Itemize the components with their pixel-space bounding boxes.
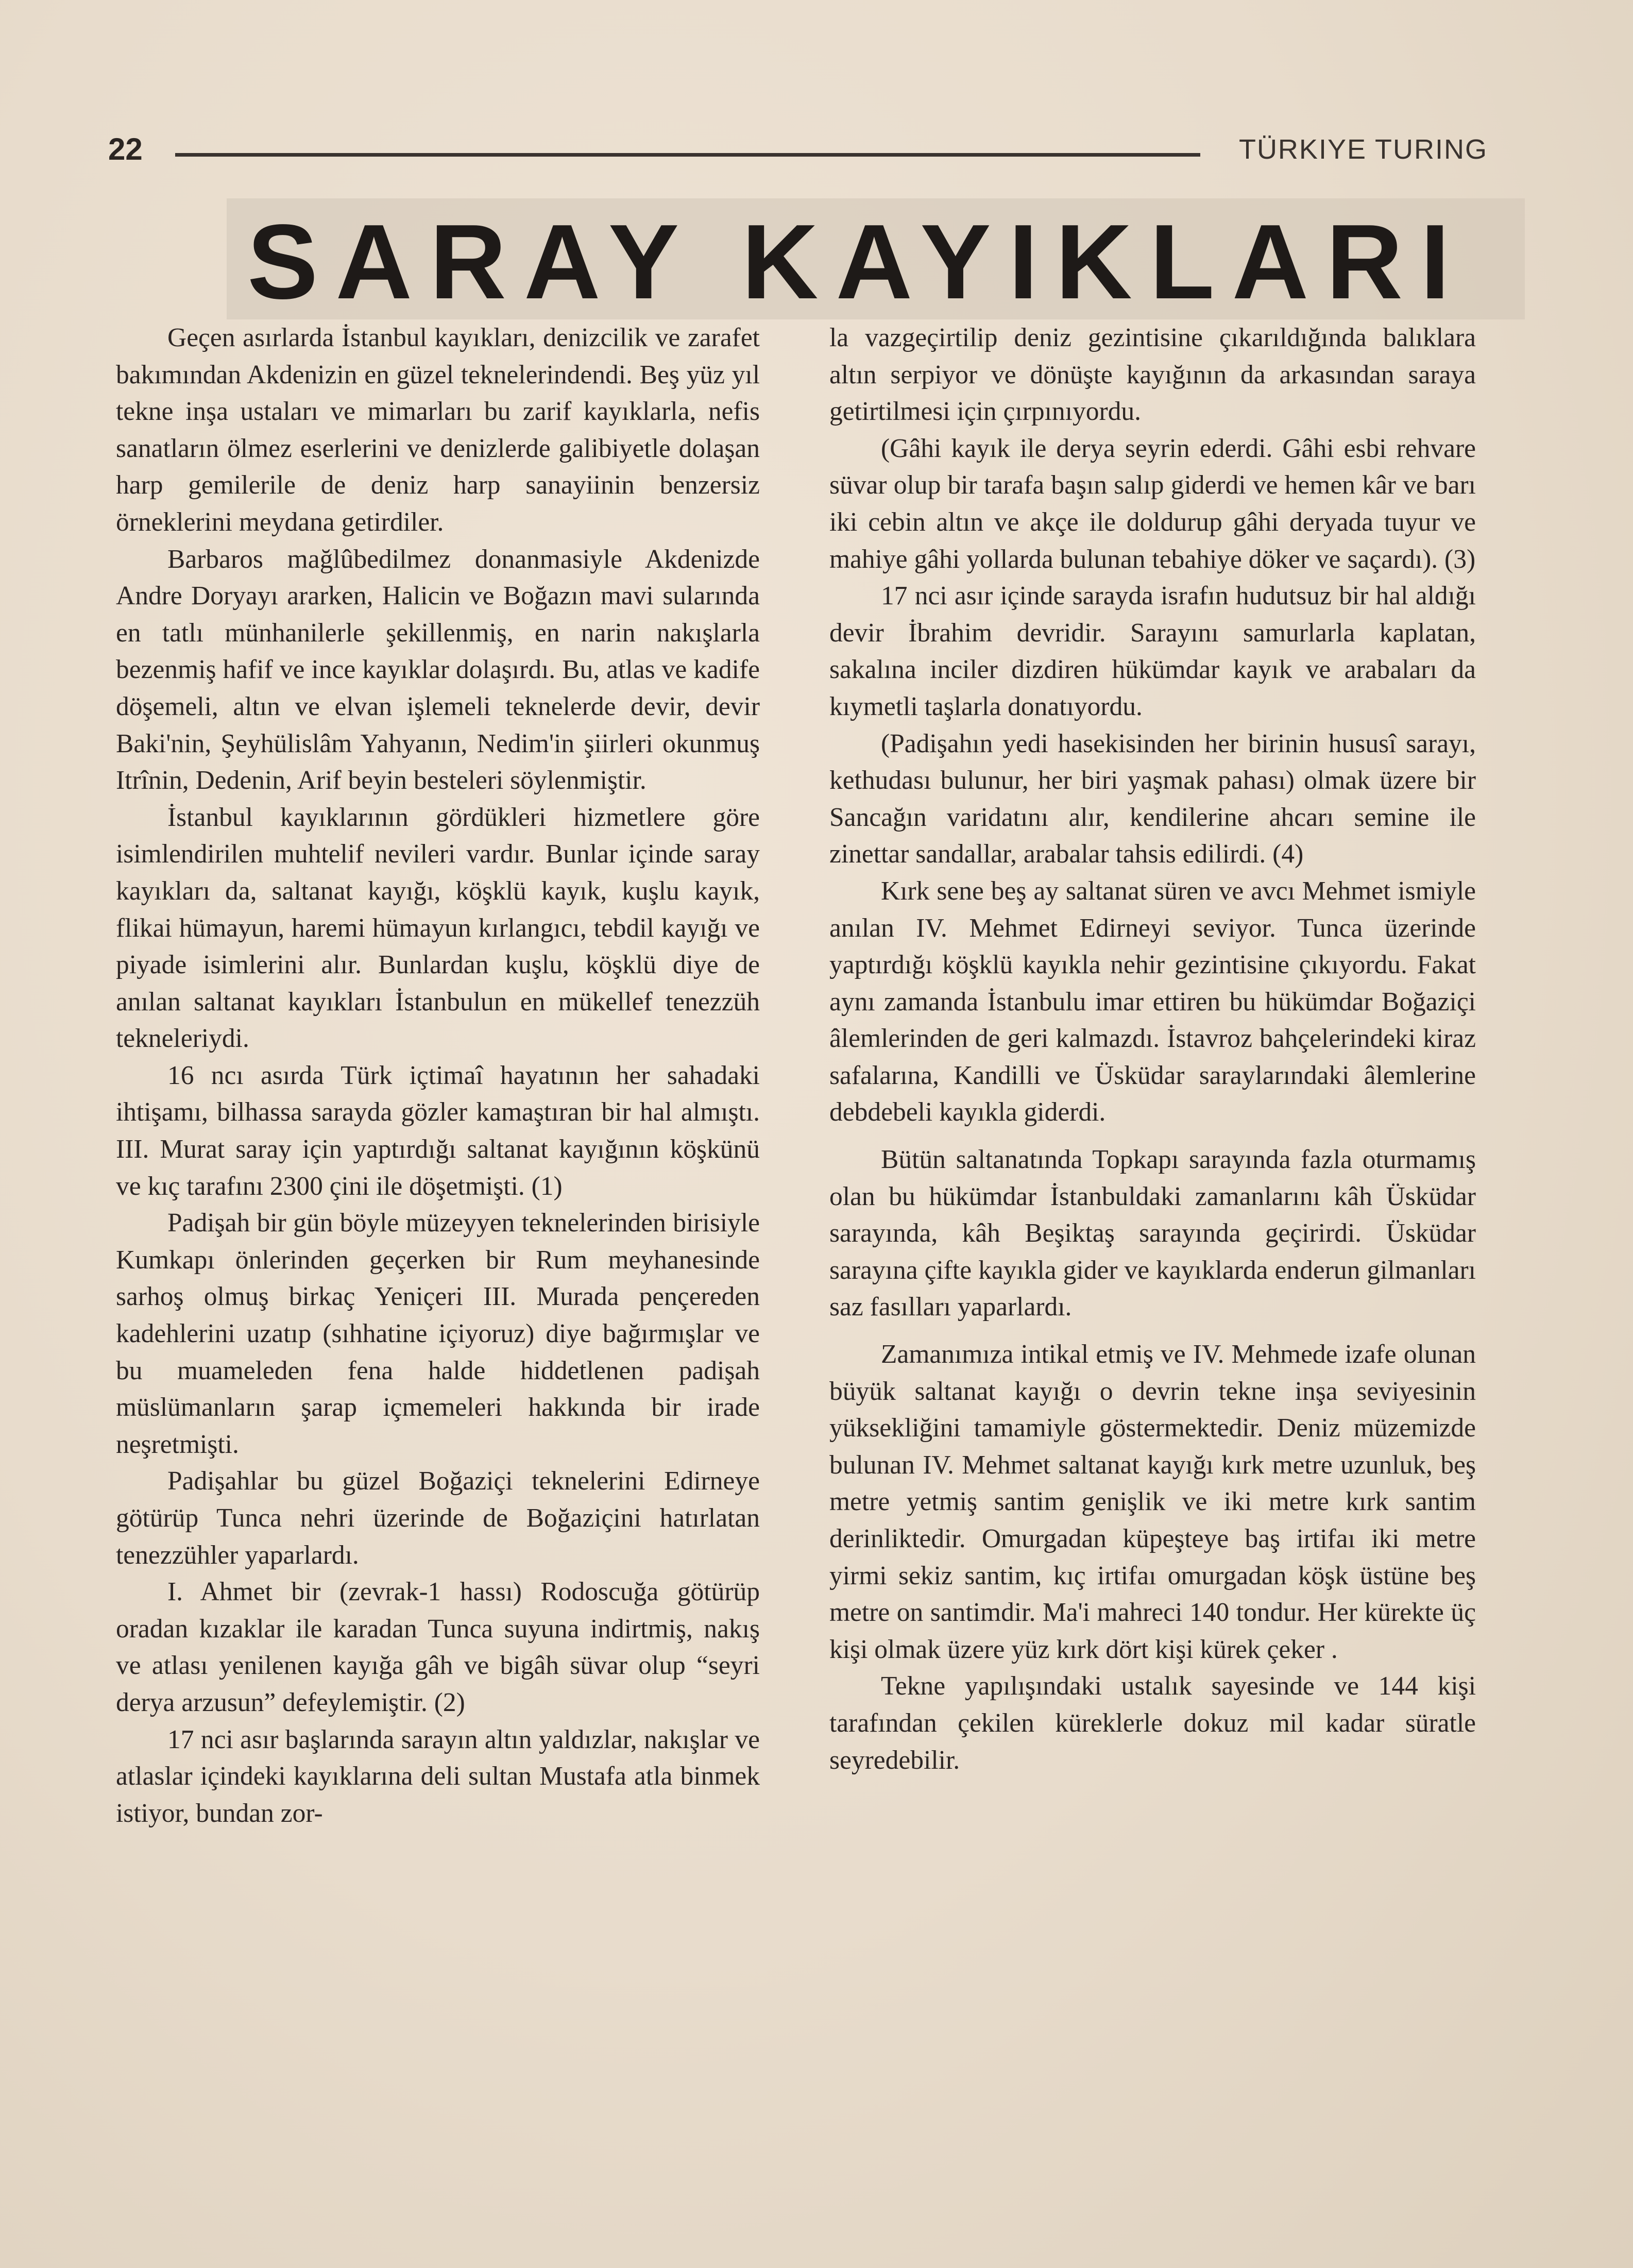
article-title: SARAY KAYIKLARI <box>247 202 1468 321</box>
paragraph: I. Ahmet bir (zevrak-1 hassı) Rodoscuğa götürüp oradan kızaklar ile karadan Tunca suyuna indirtmiş, nakış ve atlası yenilenen kayığa gâh ve bigâh süvar olup “seyri derya arzusun” defeylemiştir. (2) <box>116 1577 760 1717</box>
paragraph: Kırk sene beş ay saltanat süren ve avcı Mehmet ismiyle anılan IV. Mehmet Edirneyi seviyor. Tunca üzerinde yaptırdığı köşklü kayıkla nehir gezintisine çıkıyordu. Fakat aynı zamanda İstanbulu imar ettiren bu hükümdar Boğaziçi âlemlerinden de geri kalmazdı. İstavroz bahçelerindeki kiraz safalarına, Kandilli ve Üsküdar saraylarındaki âlemlerine debdebeli kayıkla giderdi. <box>829 876 1476 1127</box>
paragraph: (Gâhi kayık ile derya seyrin ederdi. Gâhi esbi rehvare süvar olup bir tarafa başın salıp giderdi ve hemen kâr ve barı iki cebin altın ve akçe ile doldurup gâhi deryada tuyur ve mahiye gâhi yollarda bulunan tebahiye döker ve saçardı). (3) <box>829 433 1476 574</box>
paragraph: 16 ncı asırda Türk içtimaî hayatının her sahadaki ihtişamı, bilhassa sarayda gözler kamaştıran bir hal almıştı. III. Murat saray için yaptırdığı saltanat kayığının köşkünü ve kıç tarafını 2300 çini ile döşetmişti. (1) <box>116 1060 760 1201</box>
paragraph: Padişahlar bu güzel Boğaziçi teknelerini Edirneye götürüp Tunca nehri üzerinde de Boğaziçini hatırlatan tenezzühler yaparlardı. <box>116 1466 760 1570</box>
paragraph: Padişah bir gün böyle müzeyyen teknelerinden birisiyle Kumkapı önlerinden geçerken bir Rum meyhanesinde sarhoş olmuş birkaç Yeniçeri III. Murada pençereden kadehlerini uzatıp (sıhhatine içiyoruz) diye bağırmışlar ve bu muameleden fena halde hiddetlenen padişah müslümanların şarap içmemeleri hakkında bir irade neşretmişti. <box>116 1208 760 1459</box>
paragraph: 17 nci asır başlarında sarayın altın yaldızlar, nakışlar ve atlaslar içindeki kayıklarına deli sultan Mustafa atla binmek istiyor, bundan zor- <box>116 1724 760 1828</box>
paragraph: Zamanımıza intikal etmiş ve IV. Mehmede izafe olunan büyük saltanat kayığı o devrin tekne inşa seviyesinin yüksekliğini tamamiyle göstermektedir. Deniz müzemizde bulunan IV. Mehmet saltanat kayığı kırk metre uzunluk, beş metre yetmiş santim genişlik ve iki metre kırk santim derinliktedir. Omurgadan küpeşteye baş irtifaı iki metre yirmi sekiz santim, kıç irtifaı omurgadan köşk üstüne beş metre on santimdir. Ma'i mahreci 140 tondur. Her kürekte üç kişi olmak üzere yüz kırk dört kişi kürek çeker . <box>829 1340 1476 1664</box>
header-rule <box>175 153 1200 157</box>
left-column <box>116 319 760 1832</box>
paragraph: Barbaros mağlûbedilmez donanmasiyle Akdenizde Andre Doryayı ararken, Halicin ve Boğazın mavi sularında en tatlı münhanilerle şekillenmiş, en narin nakışlarla bezenmiş hafif ve ince kayıklar dolaşırdı. Bu, atlas ve kadife döşemeli, altın ve elvan işlemeli teknelerde devir, devir Baki'nin, Şeyhülislâm Yahyanın, Nedim'in şiirleri okunmuş Itrînin, Dedenin, Arif beyin besteleri söylenmiştir. <box>116 544 760 796</box>
paragraph: Tekne yapılışındaki ustalık sayesinde ve 144 kişi tarafından çekilen küreklerle dokuz mil kadar süratle seyredebilir. <box>829 1671 1476 1775</box>
page-number: 22 <box>108 132 143 166</box>
paragraph: Bütün saltanatında Topkapı sarayında fazla oturmamış olan bu hükümdar İstanbuldaki zamanlarını kâh Üsküdar sarayında, kâh Beşiktaş sarayında geçirirdi. Üsküdar sarayına çifte kayıkla gider ve kayıklarda enderun gilmanları saz fasılları yaparlardı. <box>829 1145 1476 1322</box>
page-header <box>108 131 1494 173</box>
paragraph: Geçen asırlarda İstanbul kayıkları, denizcilik ve zarafet bakımından Akdenizin en güzel teknelerindendi. Beş yüz yıl tekne inşa ustaları ve mimarları bu zarif kayıklarla, nefis sanatların ölmez eserlerini ve denizlerde galibiyetle dolaşan harp gemilerile de deniz harp sanayiinin benzersiz örneklerini meydana getirdiler. <box>116 323 760 537</box>
paragraph: la vazgeçirtilip deniz gezintisine çıkarıldığında balıklara altın serpiyor ve dönüşte kayığının da arkasından saraya getirtilmesi için çırpınıyordu. <box>829 323 1476 427</box>
paragraph: 17 nci asır içinde sarayda israfın hudutsuz bir hal aldığı devir İbrahim devridir. Sarayını samurlarla kaplatan, sakalına inciler dizdiren hükümdar kayık ve arabaları da kıymetli taşlarla donatıyordu. <box>829 581 1476 721</box>
paragraph: (Padişahın yedi hasekisinden her birinin hususî sarayı, kethudası bulunur, her biri yaşmak pahası) olmak üzere bir Sancağın varidatını alır, kendilerine ahcarı semine ile zinettar sandallar, arabalar tahsis edilirdi. (4) <box>829 729 1476 869</box>
right-column <box>829 319 1476 1779</box>
magazine-name: TÜRKIYE TURING <box>1238 134 1488 165</box>
paragraph: İstanbul kayıklarının gördükleri hizmetlere göre isimlendirilen muhtelif nevileri vardır. Bunlar içinde saray kayıkları da, saltanat kayığı, köşklü kayık, kuşlu kayık, flikai hümayun, haremi hümayun kırlangıcı, tebdil kayığı ve piyade isimlerini alır. Bunlardan kuşlu, köşklü diye de anılan saltanat kayıkları İstanbulun en mükellef tenezzüh tekneleriydi. <box>116 802 760 1054</box>
